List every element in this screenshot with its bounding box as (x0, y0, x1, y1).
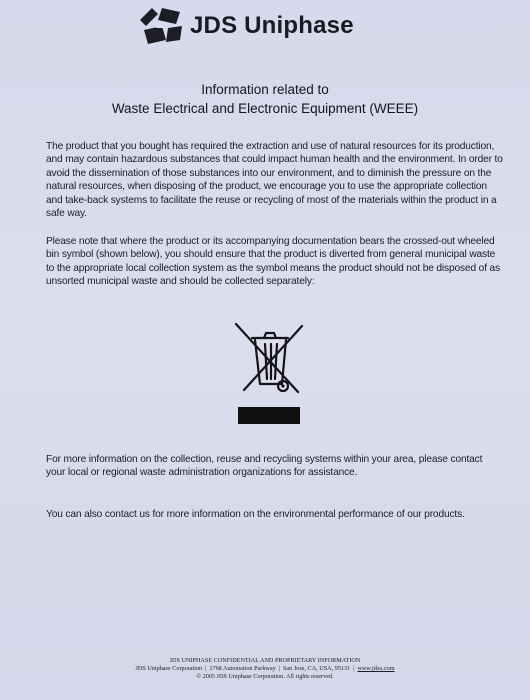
paragraph-more-information: For more information on the collection, reuse and recycling systems within your area, please contact your local or regional waste administration organizations for assistance. (46, 454, 483, 479)
weee-date-bar (238, 407, 300, 424)
title-line-1: Information related to (201, 82, 329, 97)
footer-address-line: JDS Uniphase Corporation | 1768 Automation Parkway | San Jose, CA, USA, 95131 | www.jdsu.com (135, 665, 395, 672)
paragraph-wheeled-bin-notice: Please note that where the product or its accompanying documentation bears the crossed-out wheeled bin symbol (shown below), you should ensure that the product is diverted from general municipal waste to the appropriate local collection system as the symbol means the product should not be disposed of as unsorted municipal waste and should be collected separately: (46, 236, 501, 288)
footer (0, 657, 530, 681)
footer-city: San Jose, CA, USA, 95131 (282, 665, 351, 672)
brand-name: JDS Uniphase (190, 12, 354, 39)
footer-company: JDS Uniphase Corporation (135, 665, 203, 672)
title-line-2: Waste Electrical and Electronic Equipment (WEEE) (111, 101, 419, 116)
footer-copyright: © 2005 JDS Uniphase Corporation. All rights reserved. (196, 673, 334, 680)
paragraph-natural-resources: The product that you bought has required the extraction and use of natural resources for its production, and may contain hazardous substances that could impact human health and the environment. In order to avoid the dissemination of those substances into our environment, and to diminish the pressure on the natural resources, when disposing of the product, we encourage you to use the appropriate collection and take-back systems to facilitate the reuse or recycling of most of the materials within the product in a safe way. (46, 141, 503, 220)
footer-confidential: JDS UNIPHASE CONFIDENTIAL AND PROPRIETARY INFORMATION (169, 657, 361, 664)
jdsu-logo-icon (136, 6, 184, 46)
document-title (0, 80, 530, 118)
header-logo (136, 6, 354, 46)
footer-website-link[interactable]: www.jdsu.com (357, 665, 395, 672)
crossed-out-wheeled-bin-icon (230, 318, 310, 398)
paragraph-contact-us: You can also contact us for more information on the environmental performance of our products. (46, 509, 465, 520)
footer-street: 1768 Automation Parkway (209, 665, 276, 672)
